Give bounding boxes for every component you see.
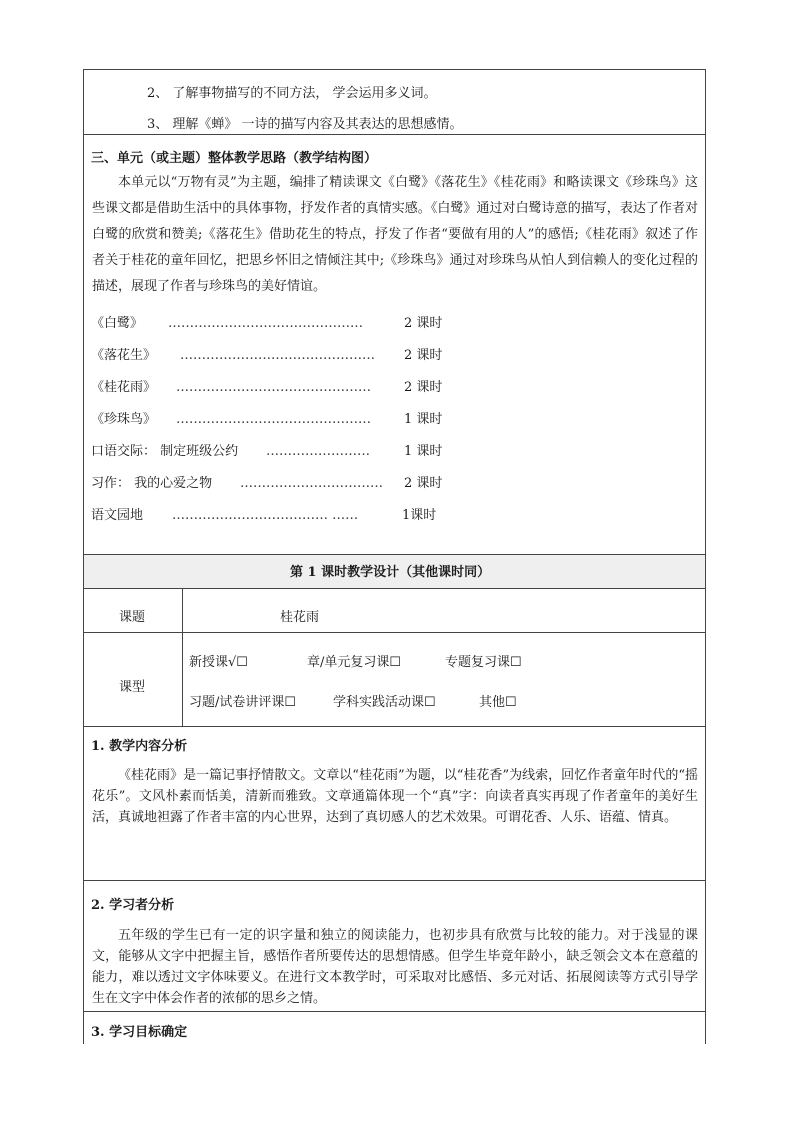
row-divider [83,1011,706,1012]
content-analysis-heading: 1. 教学内容分析 [91,739,188,754]
topic-value: 桂花雨 [280,610,320,625]
schedule-hours: 2 课时 [404,380,443,395]
learner-analysis-heading: 2. 学习者分析 [91,898,175,913]
row-divider [83,554,706,555]
schedule-dots: ……………………………………… [180,348,375,363]
schedule-title: 习作： 我的心爱之物 [91,476,213,491]
schedule-hours: 2 课时 [404,476,443,491]
schedule-hours: 1 课时 [404,444,443,459]
schedule-title: 《珍珠鸟》 [91,412,157,427]
type-option-other[interactable]: 其他☐ [479,695,517,710]
type-option-practice-activity[interactable]: 学科实践活动课☐ [333,695,436,710]
schedule-dots: ……………………………………… [176,412,371,427]
schedule-title: 《落花生》 [91,348,157,363]
schedule-dots: ……………………………………… [176,380,371,395]
schedule-dots: ……………………………… …… [172,508,359,523]
type-option-exercise-review[interactable]: 习题/试卷讲评课☐ [189,695,297,710]
schedule-dots: …………………………… [240,476,383,491]
schedule-title: 《白鹭》 [91,316,144,331]
content-analysis-paragraph: 《桂花雨》是一篇记事抒情散文。文章以“桂花雨”为题，以“桂花香”为线索，回忆作者童年时代的“摇花乐”。文风朴素而恬美，清新而雅致。文章通篇体现一个“真”字：向读者真实再现了作者童年的美好生活，真诚地袒露了作者丰富的内心世界，达到了真切感人的艺术效果。可谓花香、人乐、语蕴、情真。 [92,768,698,825]
schedule-title: 口语交际： 制定班级公约 [91,444,239,459]
goal-item: 3、 理解《蝉》 一诗的描写内容及其表达的思想感情。 [147,117,463,132]
row-divider [83,632,706,633]
schedule-title: 语文园地 [91,508,144,523]
goal-item: 2、 了解事物描写的不同方法， 学会运用多义词。 [147,86,437,101]
schedule-title: 《桂花雨》 [91,380,157,395]
schedule-dots: …………………… [266,444,370,459]
row-divider [83,726,706,727]
type-option-topic-review[interactable]: 专题复习课☐ [445,655,522,670]
row-divider [83,880,706,881]
row-divider [83,134,706,135]
objectives-heading: 3. 学习目标确定 [91,1025,188,1040]
column-divider [182,588,183,726]
schedule-dots: ……………………………………… [168,316,363,331]
schedule-hours: 2 课时 [404,316,443,331]
row-divider [83,588,706,589]
schedule-hours: 1课时 [402,508,437,523]
schedule-hours: 2 课时 [404,348,443,363]
schedule-hours: 1 课时 [404,412,443,427]
section-paragraph: 本单元以“万物有灵”为主题，编排了精读课文《白鹭》《落花生》《桂花雨》和略读课文《珍珠鸟》这些课文都是借助生活中的具体事物，抒发作者的真情实感。《白鹭》通过对白鹭诗意的描写，表达了作者对白鹭的欣赏和赞美;《落花生》借助花生的特点，抒发了作者“要做有用的人”的感悟;《桂花雨》叙述了作者关于桂花的童年回忆，把思乡怀旧之情倾注其中;《珍珠鸟》通过对珍珠鸟从怕人到信赖人的变化过程的描述，展现了作者与珍珠鸟的美好情谊。 [92,175,698,294]
type-option-new-lesson[interactable]: 新授课√☐ [189,655,248,670]
type-option-unit-review[interactable]: 章/单元复习课☐ [307,655,402,670]
topic-label: 课题 [119,610,146,625]
section-heading: 三、单元（或主题）整体教学思路（教学结构图） [91,151,378,166]
lesson-design-title: 第 1 课时教学设计（其他课时同） [290,565,491,580]
type-label: 课型 [119,680,146,695]
learner-analysis-paragraph: 五年级的学生已有一定的识字量和独立的阅读能力，也初步具有欣赏与比较的能力。对于浅显的课文，能够从文字中把握主旨，感悟作者所要传达的思想情感。但学生毕竟年龄小，缺乏领会文本在意蕴的能力，难以透过文字体味要义。在进行文本教学时，可采取对比感悟、多元对话、拓展阅读等方式引导学生在文字中体会作者的浓郁的思乡之情。 [92,928,698,1006]
